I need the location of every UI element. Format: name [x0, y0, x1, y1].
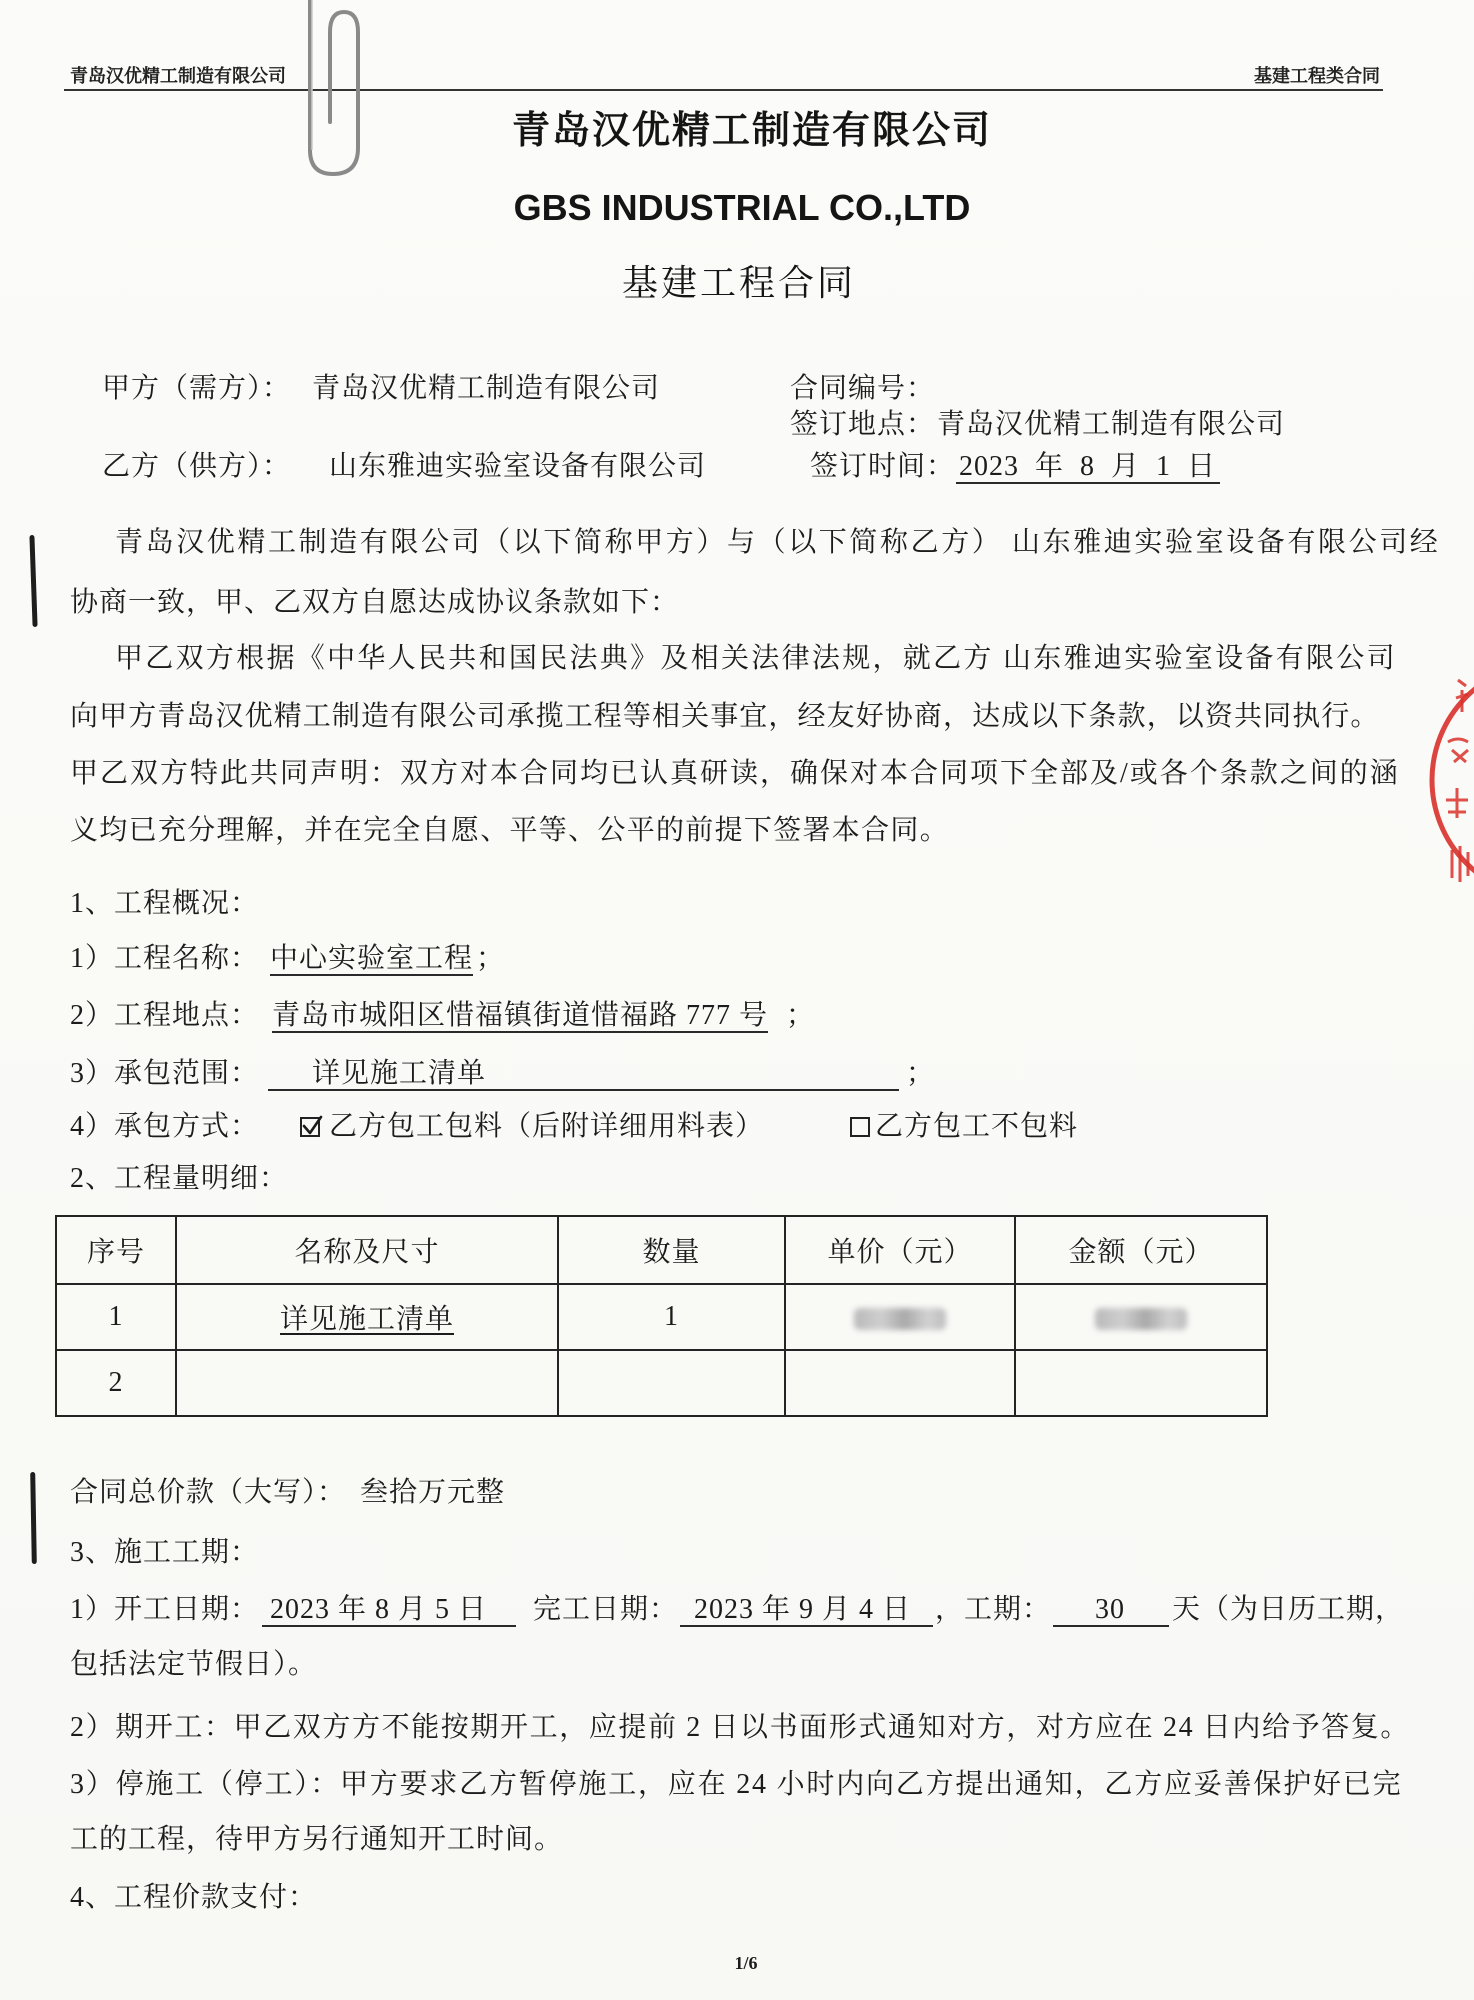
party-a-row: [0, 372, 1474, 408]
quantity-cell: [558, 1350, 785, 1416]
total-price-label: 合同总价款（大写）：: [70, 1477, 347, 1508]
duration-days: 30: [1053, 1593, 1169, 1627]
column-header: 单价（元）: [785, 1216, 1015, 1284]
party-b-row: [0, 450, 1474, 486]
redacted-unit-price: [854, 1308, 946, 1330]
project-name-value: 中心实验室工程: [270, 943, 474, 974]
scope-row: [0, 1057, 1474, 1093]
contract-mode-option-2: 乙方包工不包料: [875, 1111, 1079, 1142]
column-header: 数量: [558, 1216, 785, 1284]
party-b-label: 乙方（供方）：: [102, 451, 292, 482]
table-header-row: [56, 1216, 1267, 1284]
clause-suspension: 3）停施工（停工）：甲方要求乙方暂停施工，应在 24 小时内向乙方提出通知，乙方应妥善保护好已完: [70, 1769, 1403, 1800]
sign-place-label: 签订地点：: [790, 409, 936, 440]
project-name-row: [0, 942, 1474, 978]
section-1-heading: 1、工程概况：: [70, 888, 260, 919]
company-seal-stamp: [1418, 650, 1474, 910]
contract-mode-option-1: 乙方包工包料（后附详细用料表）: [329, 1111, 765, 1142]
checkbox-mode-1: [300, 1117, 320, 1137]
start-date-label: 1）开工日期：: [70, 1594, 260, 1625]
section-2-heading: 2、工程量明细：: [70, 1163, 289, 1194]
sign-date-label: 签订时间：: [810, 451, 956, 482]
unit-price-cell: [785, 1350, 1015, 1416]
item-name-cell: [176, 1350, 558, 1416]
total-price-row: [0, 1476, 1474, 1512]
company-title-cn: 青岛汉优精工制造有限公司: [511, 110, 992, 152]
quantity-cell: 1: [558, 1284, 785, 1350]
sign-date-value: 2023 年 8 月 1 日: [956, 450, 1220, 484]
section-4-heading: 4、工程价款支付：: [70, 1882, 318, 1913]
scope-label: 3）承包范围：: [70, 1058, 260, 1089]
item-name: 详见施工清单: [279, 1304, 454, 1335]
quantity-table: [55, 1215, 1268, 1417]
column-header: 序号: [56, 1216, 176, 1284]
clause-suspension-continued: 工的工程，待甲方另行通知开工时间。: [70, 1824, 564, 1855]
redacted-amount: [1095, 1308, 1187, 1330]
preamble-line: 义均已充分理解，并在完全自愿、平等、公平的前提下签署本合同。: [70, 815, 950, 846]
margin-mark: [29, 535, 37, 627]
duration-suffix-continued: 包括法定节假日）。: [70, 1649, 318, 1680]
preamble-line: 协商一致，甲、乙双方自愿达成协议条款如下：: [70, 587, 680, 618]
table-row: [56, 1284, 1267, 1350]
preamble-line: 青岛汉优精工制造有限公司（以下简称甲方）与（以下简称乙方） 山东雅迪实验室设备有限公司经: [115, 527, 1441, 558]
item-name-cell: [176, 1284, 558, 1350]
project-site-label: 2）工程地点：: [70, 1000, 260, 1031]
section-3-heading: 3、施工工期：: [70, 1537, 260, 1568]
contract-mode-label: 4）承包方式：: [70, 1111, 260, 1142]
party-b-name: 山东雅迪实验室设备有限公司: [329, 451, 707, 482]
preamble-line: 向甲方青岛汉优精工制造有限公司承揽工程等相关事宜，经友好协商，达成以下条款，以资共同执行。: [70, 701, 1380, 732]
company-title-en: GBS INDUSTRIAL CO.,LTD: [513, 187, 971, 228]
terminator: ；: [786, 1000, 816, 1031]
header-company-name: 青岛汉优精工制造有限公司: [70, 66, 286, 86]
contract-no-label: 合同编号：: [790, 373, 936, 404]
end-date-label: 完工日期：: [533, 1594, 679, 1625]
party-a-label: 甲方（需方）：: [102, 373, 292, 404]
clause-delayed-start: 2）期开工：甲乙双方方不能按期开工，应提前 2 日以书面形式通知对方，对方应在 24 日内给予答复。: [70, 1712, 1411, 1743]
project-site-value: 青岛市城阳区惜福镇街道惜福路 777 号: [272, 1000, 769, 1031]
scope-value: 详见施工清单: [268, 1057, 899, 1091]
header-rule: [64, 89, 1383, 91]
duration-label: ，工期：: [935, 1594, 1052, 1625]
amount-cell: [1015, 1284, 1267, 1350]
unit-price-cell: [785, 1284, 1015, 1350]
duration-suffix: 天（为日历工期，: [1172, 1594, 1405, 1625]
page-number: 1/6: [734, 1953, 758, 1973]
header-contract-type: 基建工程类合同: [1254, 66, 1380, 86]
contract-mode-row: [0, 1110, 1474, 1146]
preamble-line: 甲乙双方根据《中华人民共和国民法典》及相关法律法规，就乙方 山东雅迪实验室设备有限公司: [115, 643, 1397, 674]
amount-cell: [1015, 1350, 1267, 1416]
project-name-label: 1）工程名称：: [70, 943, 260, 974]
start-date-value: 2023 年 8 月 5 日: [262, 1593, 516, 1627]
checkbox-mode-2: [850, 1117, 870, 1137]
end-date-value: 2023 年 9 月 4 日: [680, 1593, 933, 1627]
column-header: 名称及尺寸: [176, 1216, 558, 1284]
party-a-name: 青岛汉优精工制造有限公司: [312, 373, 661, 404]
check-mark-icon: [301, 1115, 323, 1137]
terminator: ；: [906, 1058, 936, 1089]
terminator: ；: [476, 943, 506, 974]
column-header: 金额（元）: [1015, 1216, 1267, 1284]
table-row: [56, 1350, 1267, 1416]
total-price-value: 叁拾万元整: [360, 1477, 506, 1508]
preamble-line: 甲乙双方特此共同声明：双方对本合同均已认真研读，确保对本合同项下全部及/或各个条款之间的涵: [70, 758, 1400, 789]
schedule-row: [0, 1593, 1474, 1629]
project-site-row: [0, 999, 1474, 1035]
sign-place-value: 青岛汉优精工制造有限公司: [937, 409, 1286, 440]
document-title: 基建工程合同: [621, 262, 856, 303]
row-number: 2: [56, 1350, 176, 1416]
row-number: 1: [56, 1284, 176, 1350]
sign-place-row: [0, 408, 1474, 444]
